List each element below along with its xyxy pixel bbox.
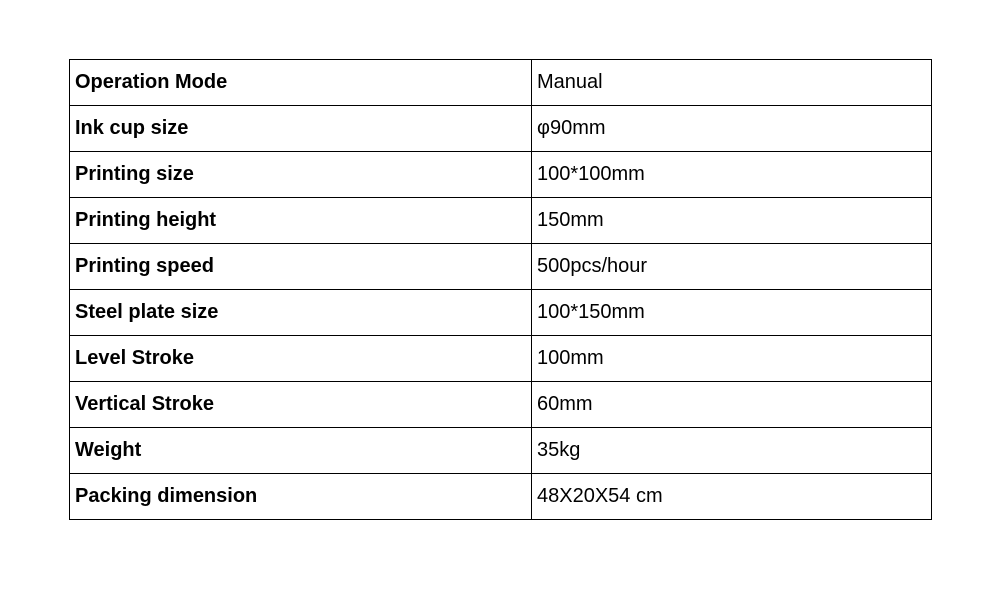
spec-label: Weight: [70, 428, 532, 474]
table-row: [70, 428, 932, 474]
table-row: [70, 152, 932, 198]
table-row: [70, 106, 932, 152]
spec-value: 60mm: [532, 382, 932, 428]
spec-label: Packing dimension: [70, 474, 532, 520]
table-row: [70, 60, 932, 106]
spec-label: Level Stroke: [70, 336, 532, 382]
spec-value: 150mm: [532, 198, 932, 244]
table-row: [70, 198, 932, 244]
spec-label: Printing speed: [70, 244, 532, 290]
spec-label: Steel plate size: [70, 290, 532, 336]
spec-value: 500pcs/hour: [532, 244, 932, 290]
table-row: [70, 382, 932, 428]
table-row: [70, 244, 932, 290]
table-row: [70, 474, 932, 520]
spec-value: 100*100mm: [532, 152, 932, 198]
spec-label: Printing height: [70, 198, 532, 244]
spec-table: [69, 59, 932, 520]
spec-label: Printing size: [70, 152, 532, 198]
spec-value: Manual: [532, 60, 932, 106]
spec-label: Vertical Stroke: [70, 382, 532, 428]
table-row: [70, 290, 932, 336]
spec-label: Ink cup size: [70, 106, 532, 152]
spec-value: 35kg: [532, 428, 932, 474]
table-row: [70, 336, 932, 382]
spec-value: 100mm: [532, 336, 932, 382]
spec-value: 100*150mm: [532, 290, 932, 336]
spec-label: Operation Mode: [70, 60, 532, 106]
spec-value: φ90mm: [532, 106, 932, 152]
spec-value: 48X20X54 cm: [532, 474, 932, 520]
